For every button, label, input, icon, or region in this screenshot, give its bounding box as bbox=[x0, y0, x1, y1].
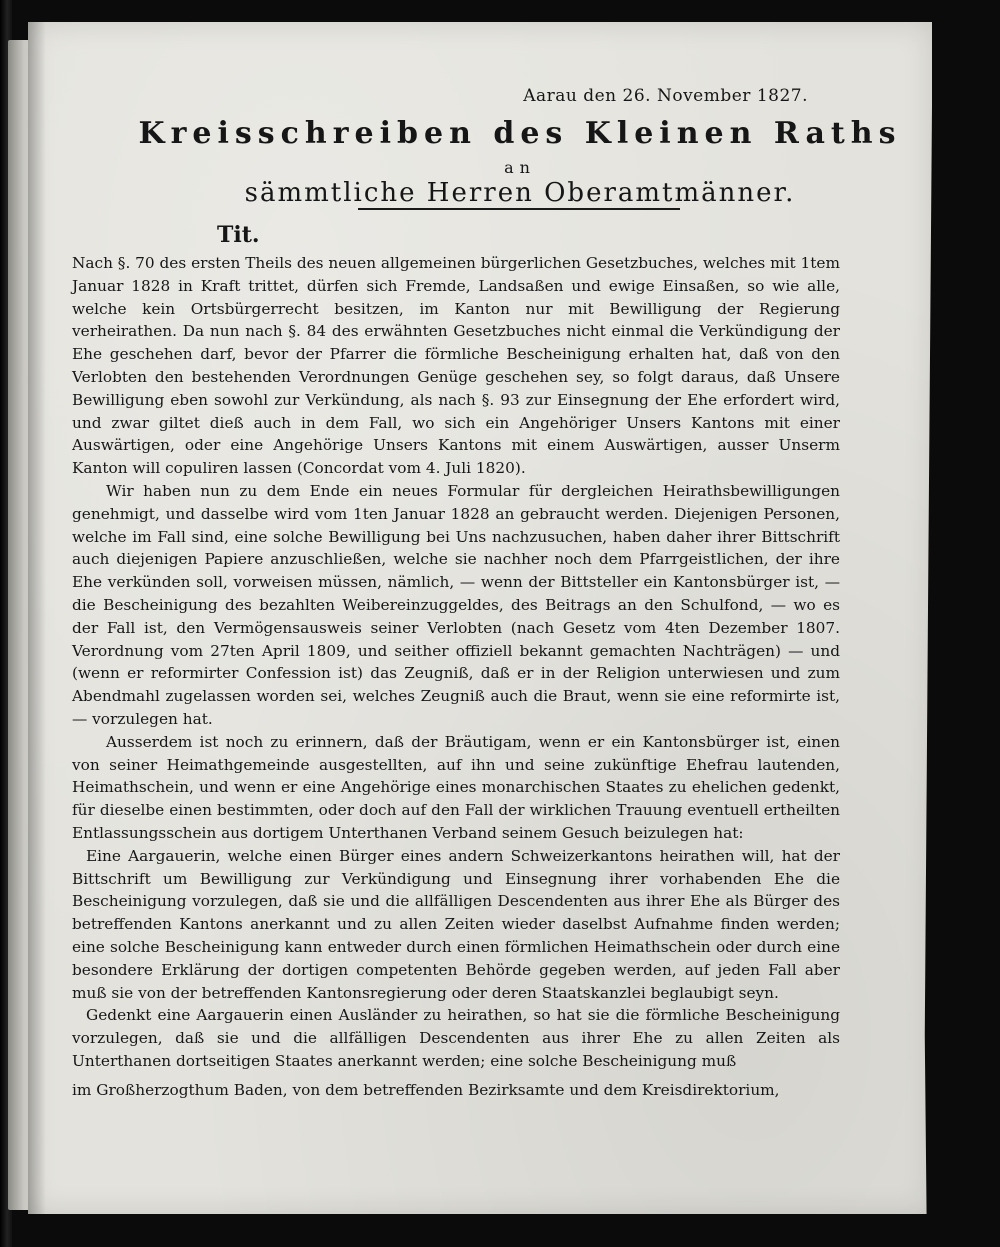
document-subtitle: sämmtliche Herren Oberamtmänner. bbox=[244, 178, 796, 208]
paragraph: Gedenkt eine Aargauerin einen Ausländer zu heirathen, so hat sie die förmliche Bescheinigung vorzulegen, daß sie und die allfälligen Descendenten aus ihrer Ehe zu allen Zeiten als Unterthanen dortseitigen Staates anerkannt werden; eine solche Bescheinigung muß bbox=[72, 1006, 840, 1070]
date-line: Aarau den 26. November 1827. bbox=[523, 86, 808, 106]
title-underline bbox=[358, 208, 680, 210]
paragraph: Wir haben nun zu dem Ende ein neues Formular für dergleichen Heirathsbewilligungen genehmigt, und dasselbe wird vom 1ten Januar 1828 an gebraucht werden. Diejenigen Personen, welche im Fall sind, eine solche Bewilligung bei Uns nachzusuchen, haben daher ihrer Bittschrift auch diejenigen Papiere anzuschließen, welche sie nachher noch dem Pfarrgeistlichen, der ihre Ehe verkünden soll, vorweisen müssen, nämlich, — wenn der Bittsteller ein Kantonsbürger ist, — die Bescheinigung des bezahlten Weibereinzuggeldes, des Beitrags an den Schulfond, — wo es der Fall ist, den Vermögensausweis seiner Verlobten (nach Gesetz vom 4ten Dezember 1807. Verordnung vom 27ten April 1809, und seither offiziell bekannt gemachten Nachträgen) — und (wenn er reformirter Confession ist) das Zeugniß, daß er in der Religion unterwiesen und zum Abendmahl zugelassen worden sei, welches Zeugniß auch die Braut, wenn sie eine reformirte ist, — vorzulegen hat. bbox=[72, 481, 840, 728]
paragraph: Eine Aargauerin, welche einen Bürger eines andern Schweizerkantons heirathen will, hat der Bittschrift um Bewilligung zur Verkündigung und Einsegnung ihrer vorhabenden Ehe die Bescheinigung vorzulegen, daß sie und die allfälligen Descendenten aus ihrer Ehe als Bürger des betreffenden Kantons anerkannt und zu allen Zeiten wieder daselbst Aufnahme finden werden; eine solche Bescheinigung kann entweder durch einen förmlichen Heimathschein oder durch eine besondere Erklärung der dortigen competenten Behörde gegeben werden, auf jeden Fall aber muß sie von der betreffenden Kantonsregierung oder deren Staatskanzlei beglaubigt seyn. bbox=[72, 846, 840, 1002]
paragraph: im Großherzogthum Baden, von dem betreffenden Bezirksamte und dem Kreisdirektorium, bbox=[72, 1080, 780, 1099]
salutation: Tit. bbox=[217, 222, 260, 248]
title-connector: an bbox=[504, 158, 536, 177]
paragraph: Ausserdem ist noch zu erinnern, daß der Bräutigam, wenn er ein Kantonsbürger ist, einen von seiner Heimathgemeinde ausgestellten, auf ihn und seine zukünftige Ehefrau lautenden, Heimathschein, und wenn er eine Angehörige eines monarchischen Staates zu ehelichen gedenkt, für dieselbe einen bestimmten, oder doch auf den Fall der wirklichen Trauung eventuell ertheilten Entlassungsschein aus dortigem Unterthanen Verband seinem Gesuch beizulegen hat: bbox=[72, 732, 840, 842]
document-body bbox=[72, 252, 840, 1101]
paragraph: Nach §. 70 des ersten Theils des neuen allgemeinen bürgerlichen Gesetzbuches, welches mit 1tem Januar 1828 in Kraft trittet, dürfen sich Fremde, Landsaßen und ewige Einsaßen, so wie alle, welche kein Ortsbürgerrecht besitzen, im Kanton nur mit Bewilligung der Regierung verheirathen. Da nun nach §. 84 des erwähnten Gesetzbuches nicht einmal die Verkündigung der Ehe geschehen darf, bevor der Pfarrer die förmliche Bescheinigung erhalten hat, daß von den Verlobten den bestehenden Verordnungen Genüge geschehen sey, so folgt daraus, daß Unsere Bewilligung eben sowohl zur Verkündung, als nach §. 93 zur Einsegnung der Ehe erfordert wird, und zwar giltet dieß auch in dem Fall, wo sich ein Angehöriger Unsers Kantons mit einer Auswärtigen, oder eine Angehörige Unsers Kantons mit einem Auswärtigen, ausser Unserm Kanton will copuliren lassen (Concordat vom 4. Juli 1820). bbox=[72, 254, 840, 478]
document-title: Kreisschreiben des Kleinen Raths bbox=[138, 116, 902, 151]
